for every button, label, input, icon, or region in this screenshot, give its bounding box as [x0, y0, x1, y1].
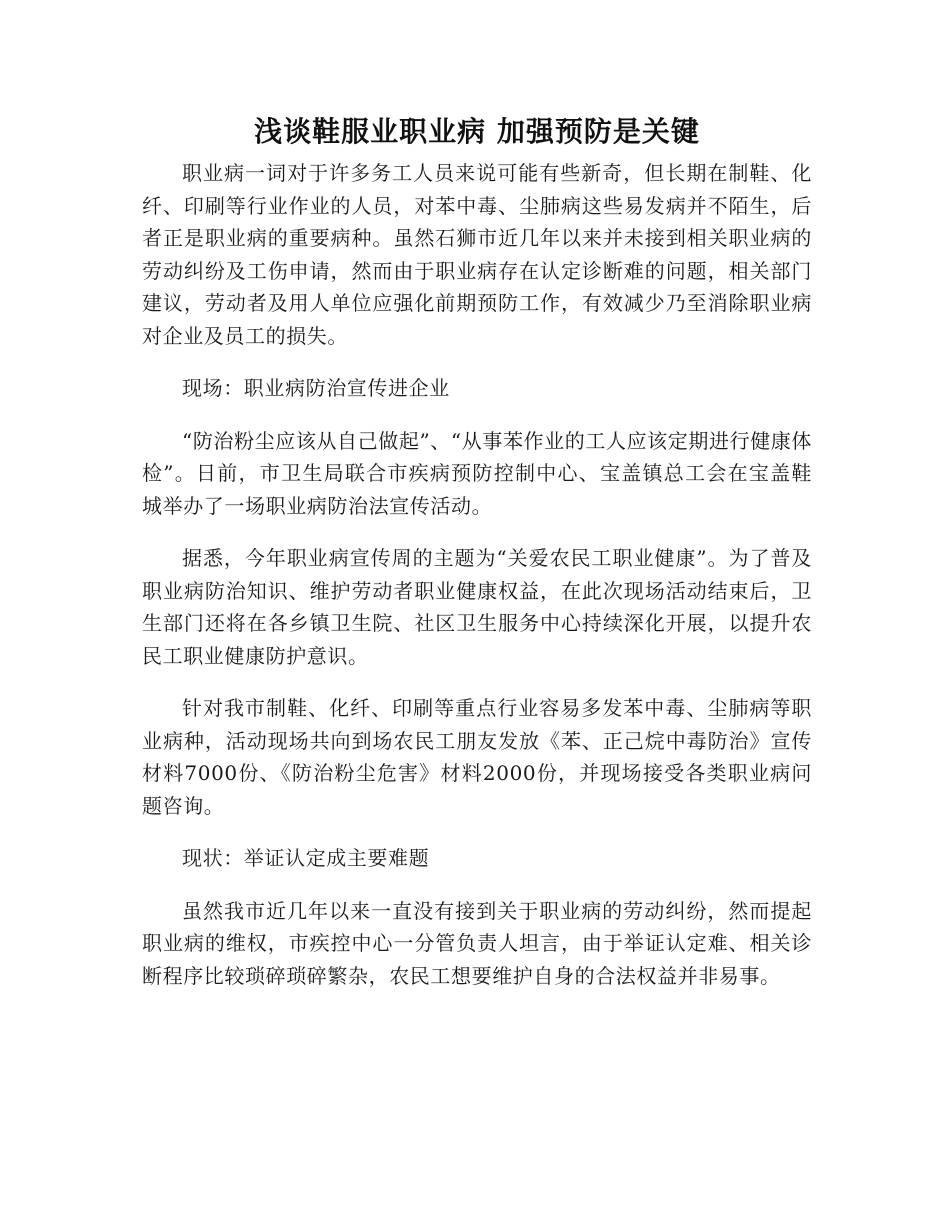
document-title: 浅谈鞋服业职业病 加强预防是关键	[254, 115, 700, 148]
intro-paragraph: 职业病一词对于许多务工人员来说可能有些新奇，但长期在制鞋、化纤、印刷等行业作业的人员，对苯中毒、尘肺病这些易发病并不陌生，后者正是职业病的重要病种。虽然石狮市近几年以来并未接到相关职业病的劳动纠纷及工伤申请，然而由于职业病存在认定诊断难的问题，相关部门建议，劳动者及用人单位应强化前期预防工作，有效减少乃至消除职业病对企业及员工的损失。	[142, 161, 812, 348]
section-heading-scene: 现场：职业病防治宣传进企业	[182, 376, 450, 400]
section-heading-status: 现状：举证认定成主要难题	[182, 846, 430, 870]
paragraph-materials: 针对我市制鞋、化纤、印刷等重点行业容易多发苯中毒、尘肺病等职业病种，活动现场共向到场农民工朋友发放《苯、正己烷中毒防治》宣传材料7000份、《防治粉尘危害》材料2000份，并现场接受各类职业病问题咨询。	[142, 696, 812, 818]
paragraph-slogans: “防治粉尘应该从自己做起”、“从事苯作业的工人应该定期进行健康体检”。日前，市卫生局联合市疾病预防控制中心、宝盖镇总工会在宝盖鞋城举办了一场职业病防治法宣传活动。	[142, 428, 812, 518]
paragraph-theme: 据悉，今年职业病宣传周的主题为“关爱农民工职业健康”。为了普及职业病防治知识、维护劳动者职业健康权益，在此次现场活动结束后，卫生部门还将在各乡镇卫生院、社区卫生服务中心持续深化开展，以提升农民工职业健康防护意识。	[142, 546, 812, 668]
paragraph-difficulty: 虽然我市近几年以来一直没有接到关于职业病的劳动纠纷，然而提起职业病的维权，市疾控中心一分管负责人坦言，由于举证认定难、相关诊断程序比较琐碎琐碎繁杂，农民工想要维护自身的合法权益并非易事。	[142, 898, 812, 988]
document-body	[142, 108, 812, 1012]
